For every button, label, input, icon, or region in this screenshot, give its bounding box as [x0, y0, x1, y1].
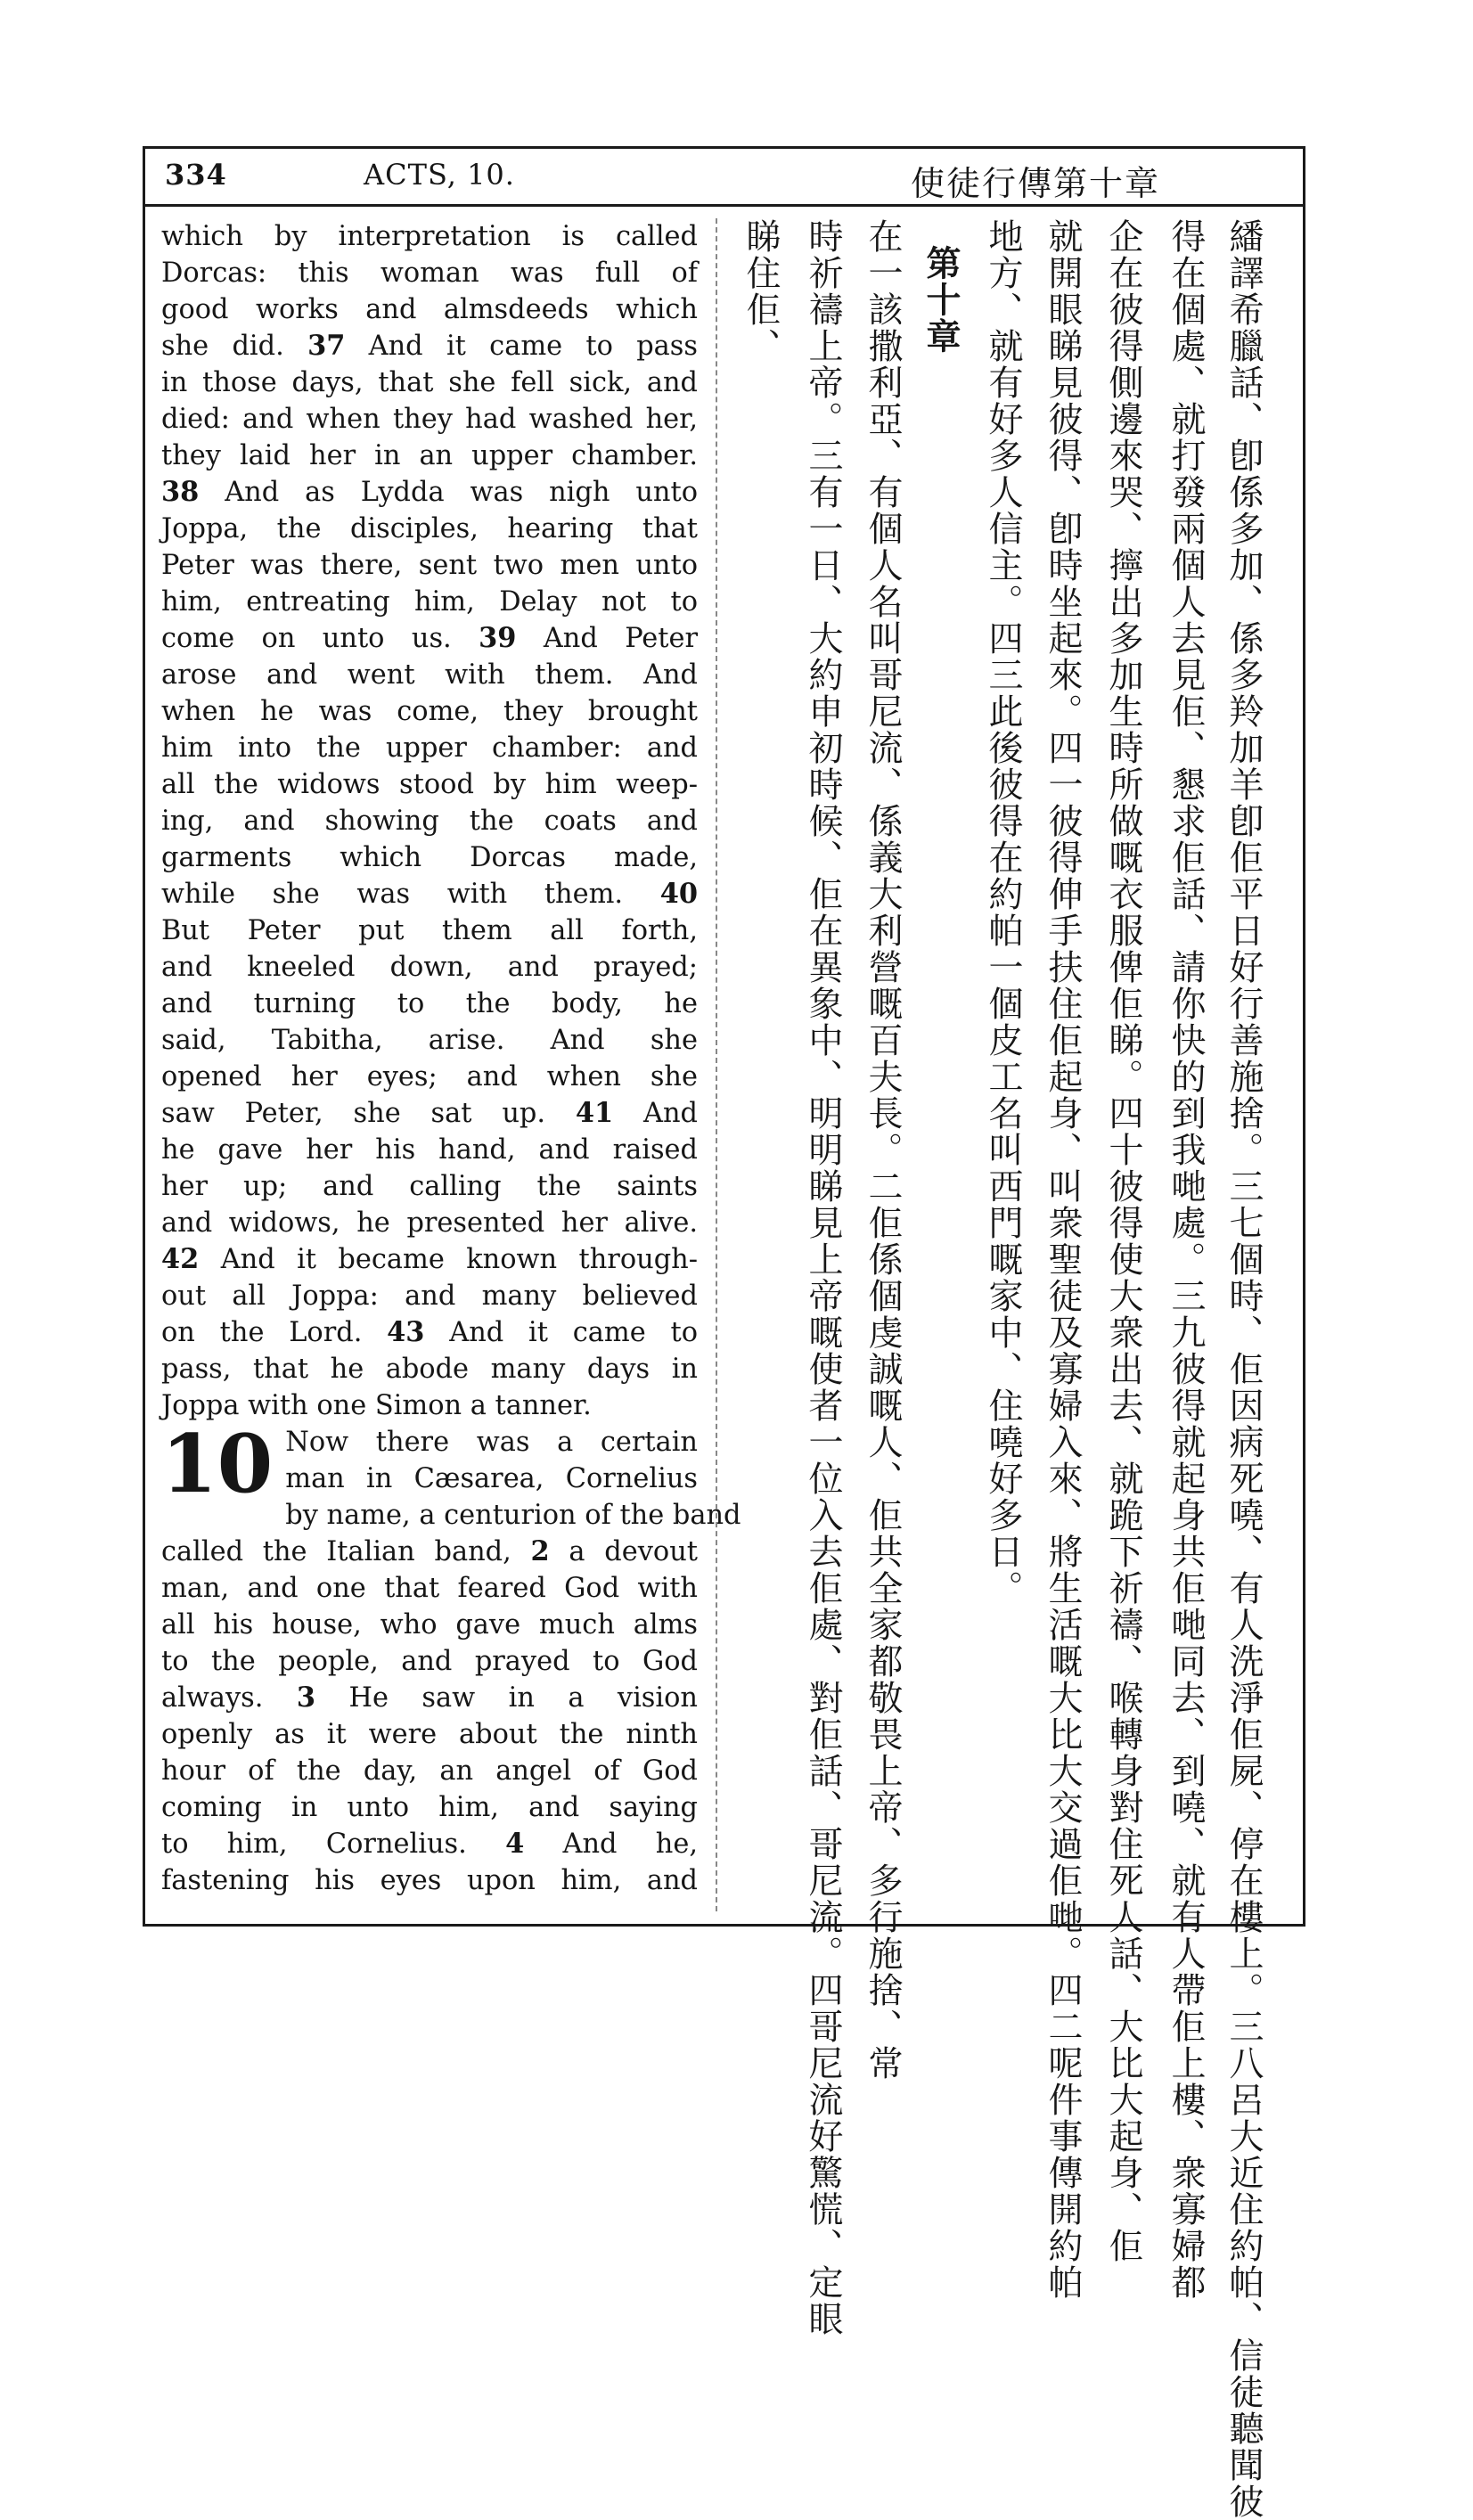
english-line: which by interpretation is called	[161, 221, 698, 252]
chapter-line: man in Cæsarea, Cornelius	[285, 1463, 698, 1494]
page-number: 334	[165, 158, 227, 192]
chapter-ten-block	[161, 1417, 741, 1899]
english-line: and widows, he presented her alive.	[161, 1207, 698, 1239]
chapter-line: to the people, and prayed to God	[161, 1646, 698, 1677]
english-line: Joppa, the disciples, hearing that	[161, 513, 698, 544]
column-divider	[716, 218, 717, 1911]
english-line: opened her eyes; and when she	[161, 1061, 698, 1092]
english-line: him, entreating him, Delay not to	[161, 586, 698, 618]
chinese-column: 企在彼得側邊來哭、擰出多加生時所做嘅衣服俾佢睇。四十彼得使大衆出去、就跪下祈禱、喉轉身對住死人話、大比大起身、佢	[1103, 218, 1143, 2264]
chinese-column: 就開眼睇見彼得、卽時坐起來。四一彼得伸手扶住佢起身、叫衆聖徒及寡婦入來、將生活嘅大比大交過佢哋。四二呢件事傳開約帕	[1043, 218, 1083, 2301]
english-line: 38 And as Lydda was nigh unto	[161, 476, 698, 508]
english-text-column	[161, 218, 741, 1899]
chinese-column: 繙譯希臘話、卽係多加、係多羚加羊卽佢平日好行善施捨。三七個時、佢因病死嘵、有人洗淨佢屍、停在樓上。三八呂大近住約帕、信徒聽聞彼	[1223, 218, 1264, 2520]
chapter-line: hour of the day, an angel of God	[161, 1755, 698, 1787]
chapter-line: by name, a centurion of the band	[285, 1500, 741, 1531]
chapter-line: called the Italian band, 2 a devout	[161, 1535, 698, 1567]
english-line: in those days, that she fell sick, and	[161, 367, 698, 398]
english-line: she did. 37 And it came to pass	[161, 330, 698, 362]
chapter-line: coming in unto him, and saying	[161, 1792, 698, 1823]
english-line: and kneeled down, and prayed;	[161, 952, 698, 983]
chapter-line: Now there was a certain	[285, 1427, 698, 1458]
english-line: Peter was there, sent two men unto	[161, 550, 698, 581]
english-line: died: and when they had washed her,	[161, 404, 698, 435]
english-line: come on unto us. 39 And Peter	[161, 622, 698, 654]
english-line: arose and went with them. And	[161, 659, 698, 691]
chinese-column: 時祈禱上帝。三有一日、大約申初時候、佢在異象中、明明睇見上帝嘅使者一位入去佢處、對佢話、哥尼流。四哥尼流好驚慌、定眼	[803, 218, 843, 2337]
english-line: But Peter put them all forth,	[161, 915, 698, 946]
page-header	[145, 149, 1303, 207]
english-line: and turning to the body, he	[161, 988, 698, 1019]
english-line: on the Lord. 43 And it came to	[161, 1316, 698, 1348]
english-line: he gave her his hand, and raised	[161, 1134, 698, 1166]
english-line: said, Tabitha, arise. And she	[161, 1025, 698, 1056]
chapter-drop-cap: 10	[161, 1417, 274, 1511]
english-line: while she was with them. 40	[161, 878, 698, 910]
english-line: Joppa with one Simon a tanner.	[161, 1390, 592, 1421]
chinese-column: 在一該撒利亞、有個人名叫哥尼流、係義大利營嘅百夫長。二佢係個虔誠嘅人、佢共全家都敬畏上帝、多行施捨、常	[863, 218, 903, 2082]
chapter-line: always. 3 He saw in a vision	[161, 1681, 698, 1714]
english-line: ing, and showing the coats and	[161, 806, 698, 837]
english-line: pass, that he abode many days in	[161, 1354, 698, 1385]
chapter-line: all his house, who gave much alms	[161, 1609, 698, 1640]
chinese-column: 地方、就有好多人信主。四三此後彼得在約帕一個皮工名叫西門嘅家中、住嘵好多日。	[983, 218, 1023, 1607]
english-line: him into the upper chamber: and	[161, 732, 698, 764]
chapter-line: to him, Cornelius. 4 And he,	[161, 1828, 698, 1860]
chinese-text-column	[724, 218, 1295, 2520]
chinese-column: 得在個處、就打發兩個人去見佢、懇求佢話、請你快的到我哋處。三九彼得就起身共佢哋同去、到嘵、就有人帶佢上樓、衆寡婦都	[1166, 218, 1206, 2301]
english-line: when he was come, they brought	[161, 696, 698, 727]
english-line: garments which Dorcas made,	[161, 842, 698, 873]
english-line: they laid her in an upper chamber.	[161, 440, 698, 471]
page-frame	[143, 146, 1305, 2520]
english-line: 42 And it became known through-	[161, 1243, 698, 1275]
english-line: saw Peter, she sat up. 41 And	[161, 1097, 698, 1129]
chapter-line: openly as it were about the ninth	[161, 1719, 698, 1750]
english-line: all the widows stood by him weep-	[161, 769, 698, 800]
english-verses	[161, 218, 698, 1424]
english-line: Dorcas: this woman was full of	[161, 258, 698, 289]
chapter-line: man, and one that feared God with	[161, 1573, 698, 1604]
english-line: good works and almsdeeds which	[161, 294, 698, 325]
chapter-line: fastening his eyes upon him, and	[161, 1865, 698, 1896]
running-head: ACTS, 10.	[364, 158, 515, 192]
chinese-column: 第十章	[921, 245, 961, 355]
chinese-column: 睇住佢、	[741, 218, 781, 364]
english-line: out all Joppa: and many believed	[161, 1280, 698, 1312]
english-line: her up; and calling the saints	[161, 1171, 698, 1202]
chinese-running-title: 使徒行傳第十章	[910, 164, 1160, 203]
